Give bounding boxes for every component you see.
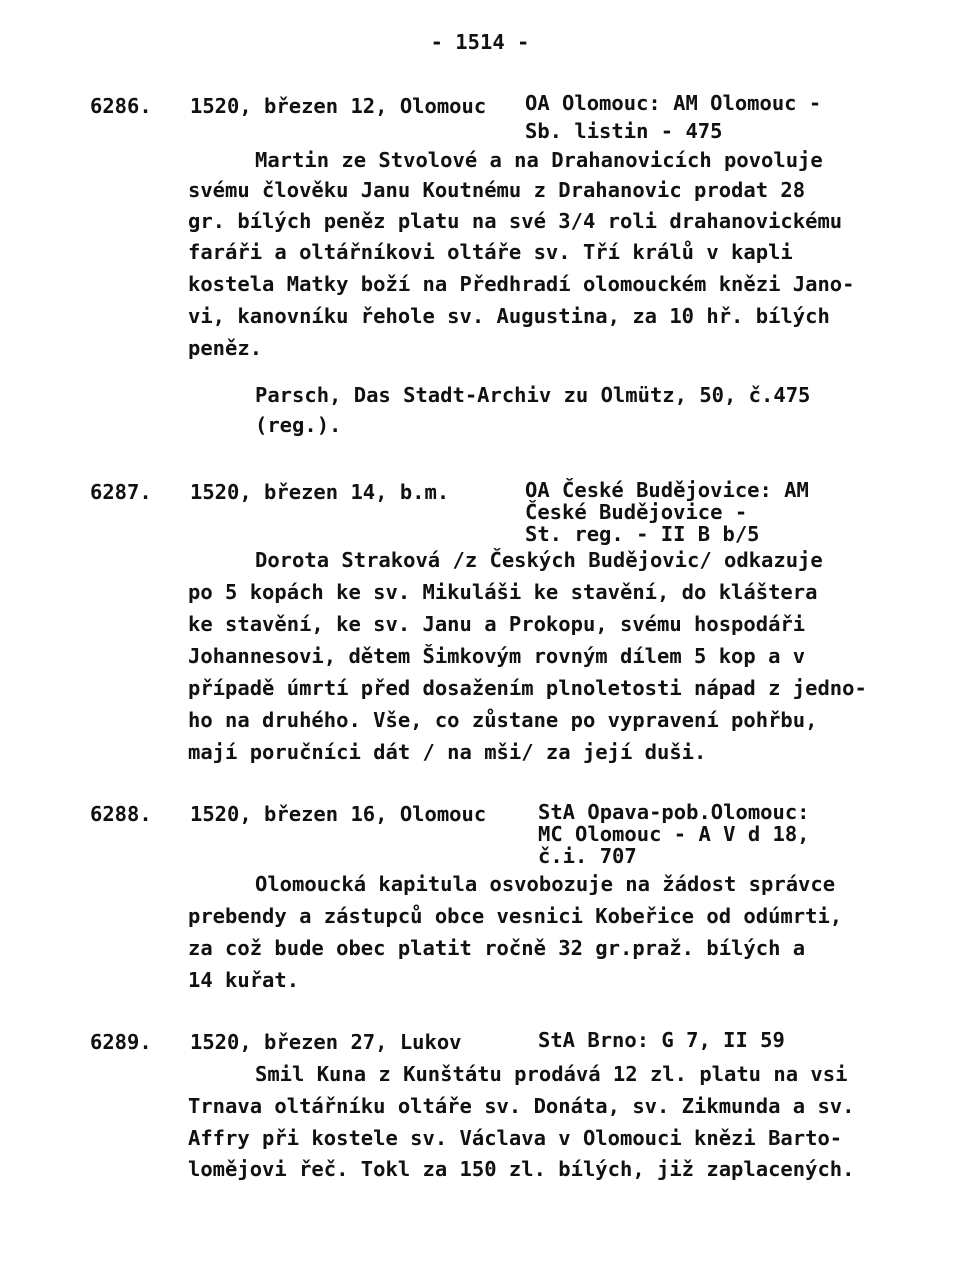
text-line: případě úmrtí před dosažením plnoletosti nápad z jedno-: [188, 676, 867, 700]
text-line: peněz.: [188, 336, 263, 360]
archive-line: Sb. listin - 475: [525, 119, 723, 143]
archive-line: České Budějovice -: [525, 500, 748, 524]
text-line: Johannesovi, dětem Šimkovým rovným dílem 5 kop a v: [188, 644, 806, 668]
text-line: lomějovi řeč. Tokl za 150 zl. bílých, již zaplacených.: [188, 1157, 855, 1181]
archive-line: OA České Budějovice: AM: [525, 478, 809, 502]
entry-date-place: 1520, březen 16, Olomouc: [190, 802, 487, 826]
archive-line: StA Opava-pob.Olomouc:: [538, 800, 810, 824]
reference-line: (reg.).: [255, 413, 342, 437]
text-line: faráři a oltářníkovi oltáře sv. Tří králů v kapli: [188, 240, 793, 264]
text-line: prebendy a zástupců obce vesnici Kobeřice od odúmrti,: [188, 904, 843, 928]
reference-line: Parsch, Das Stadt-Archiv zu Olmütz, 50, č.475: [255, 383, 811, 407]
archive-line: OA Olomouc: AM Olomouc -: [525, 91, 822, 115]
archive-line: St. reg. - II B b/5: [525, 522, 760, 546]
text-line: kostela Matky boží na Předhradí olomouckém knězi Jano-: [188, 272, 855, 296]
text-line: po 5 kopách ke sv. Mikuláši ke stavění, do kláštera: [188, 580, 818, 604]
entry-number: 6286.: [90, 94, 152, 118]
text-line: svému člověku Janu Koutnému z Drahanovic prodat 28: [188, 178, 806, 202]
text-line: Dorota Straková /z Českých Budějovic/ odkazuje: [255, 548, 823, 572]
text-line: Affry při kostele sv. Václava v Olomouci knězi Barto-: [188, 1126, 843, 1150]
entry-number: 6289.: [90, 1030, 152, 1054]
text-line: Trnava oltářníku oltáře sv. Donáta, sv. Zikmunda a sv.: [188, 1094, 855, 1118]
entry-date-place: 1520, březen 27, Lukov: [190, 1030, 462, 1054]
text-line: 14 kuřat.: [188, 968, 300, 992]
text-line: gr. bílých peněz platu na své 3/4 roli drahanovickému: [188, 209, 843, 233]
text-line: mají poručníci dát / na mši/ za její duši.: [188, 740, 707, 764]
archive-line: MC Olomouc - A V d 18,: [538, 822, 810, 846]
archive-line: StA Brno: G 7, II 59: [538, 1028, 785, 1052]
text-line: ke stavění, ke sv. Janu a Prokopu, svému hospodáři: [188, 612, 806, 636]
text-line: za což bude obec platit ročně 32 gr.praž. bílých a: [188, 936, 806, 960]
page-number: - 1514 -: [430, 30, 530, 54]
text-line: vi, kanovníku řehole sv. Augustina, za 10 hř. bílých: [188, 304, 830, 328]
archive-line: č.i. 707: [538, 844, 637, 868]
entry-date-place: 1520, březen 14, b.m.: [190, 480, 450, 504]
entry-number: 6288.: [90, 802, 152, 826]
entry-number: 6287.: [90, 480, 152, 504]
text-line: Martin ze Stvolové a na Drahanovicích povoluje: [255, 148, 823, 172]
entry-date-place: 1520, březen 12, Olomouc: [190, 94, 487, 118]
text-line: Olomoucká kapitula osvobozuje na žádost správce: [255, 872, 836, 896]
text-line: ho na druhého. Vše, co zůstane po vypravení pohřbu,: [188, 708, 818, 732]
text-line: Smil Kuna z Kunštátu prodává 12 zl. platu na vsi: [255, 1062, 848, 1086]
